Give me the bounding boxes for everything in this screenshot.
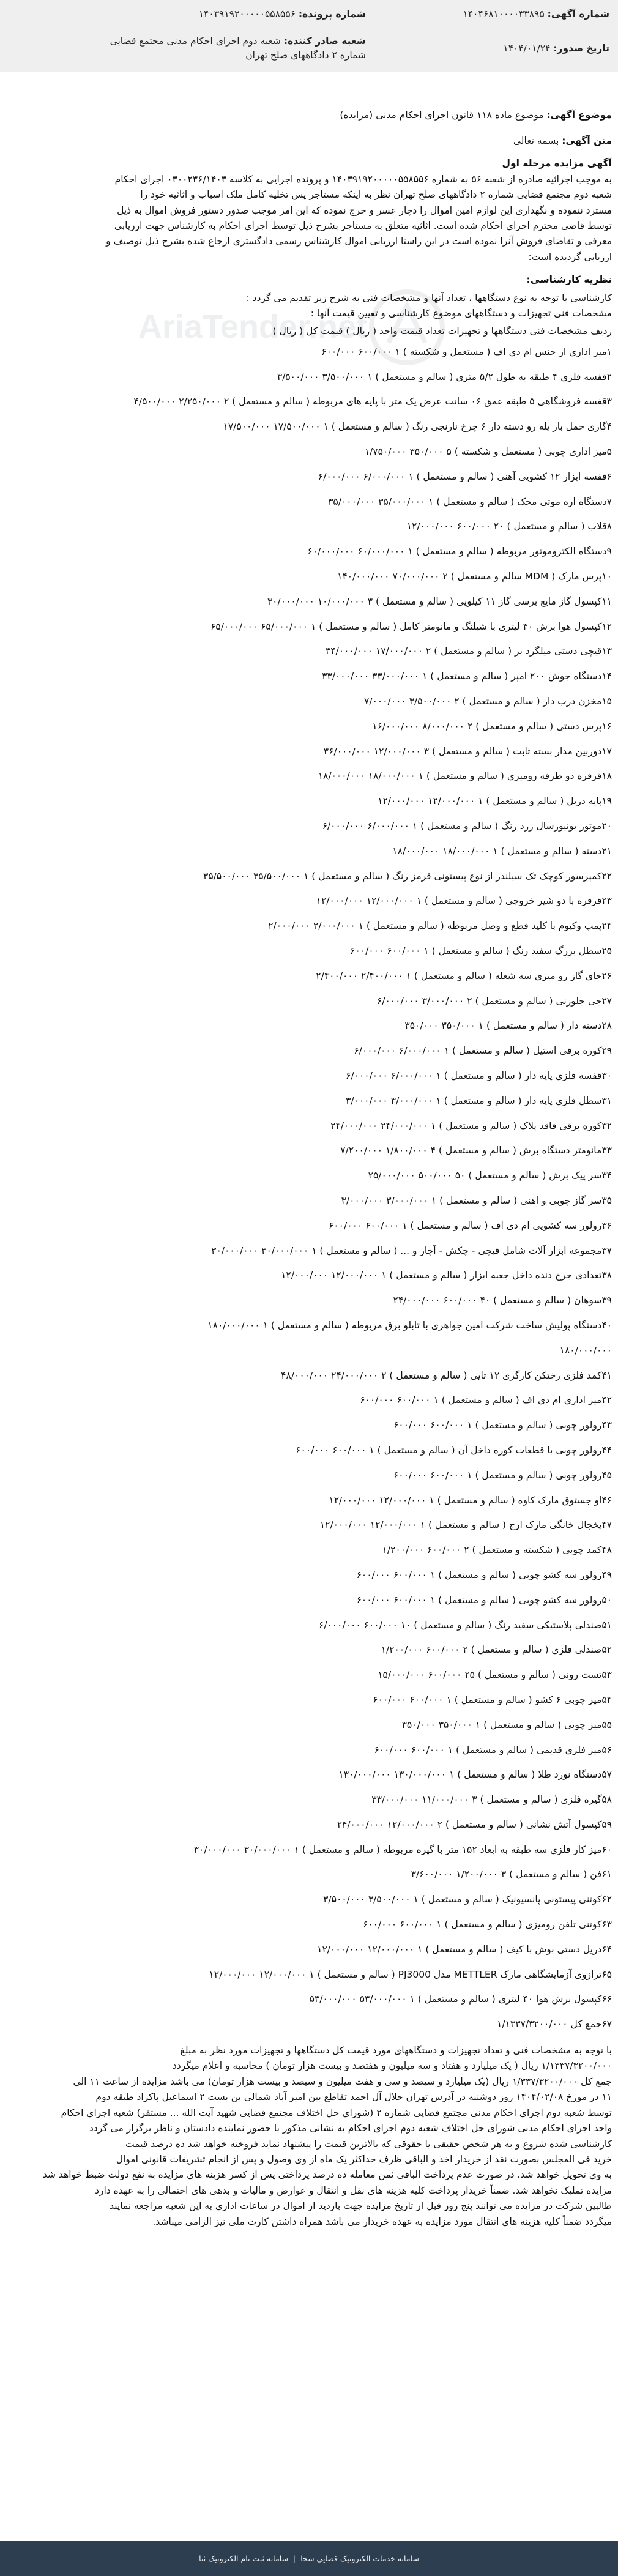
footer-separator: | xyxy=(292,2553,296,2563)
equipment-item: ۶۲کوتنی پیستونی پانسیونیک ( سالم و مستعمل ) ۱ ۳/۵۰۰/۰۰۰ ۳/۵۰۰/۰۰۰ xyxy=(323,1894,612,1905)
closing-line: توسط شعبه دوم اجرای احکام مدنی مجتمع قضایی شماره ۲ (شورای حل اختلاف مجتمع قضایی شهید آیت الله ... مستقر) شعبه اجرای احکام xyxy=(61,2107,612,2118)
equipment-item: ۲۴پمپ وکیوم با کلید قطع و وصل مربوطه ( سالم و مستعمل ) ۱ ۲/۰۰۰/۰۰۰ ۲/۰۰۰/۰۰۰ xyxy=(268,920,612,932)
equipment-item: ۱۴دستگاه جوش ۲۰۰ امپر ( سالم و مستعمل ) ۱ ۳۳/۰۰۰/۰۰۰ ۳۳/۰۰۰/۰۰۰ xyxy=(322,671,612,682)
equipment-item: ۲۳قرقره با دو شیر خروجی ( سالم و مستعمل ) ۱ ۱۲/۰۰۰/۰۰۰ ۱۲/۰۰۰/۰۰۰ xyxy=(316,895,612,907)
ad-subject-label: موضوع آگهی: xyxy=(546,110,612,121)
equipment-item: ۱۷دوربین مدار بسته ثابت ( سالم و مستعمل ) ۳ ۱۲/۰۰۰/۰۰۰ ۳۶/۰۰۰/۰۰۰ xyxy=(323,745,612,757)
equipment-item: ۱۱کپسول گاز مایع برسی گاز ۱۱ کیلویی ( سالم و مستعمل ) ۳ ۱۰/۰۰۰/۰۰۰ ۳۰/۰۰۰/۰۰۰ xyxy=(267,595,612,607)
equipment-item: ۲۹کوره برقی استیل ( سالم و مستعمل ) ۱ ۶/۰۰۰/۰۰۰ ۶/۰۰۰/۰۰۰ xyxy=(354,1045,612,1057)
equipment-item: ۵۰رولور سه کشو چوبی ( سالم و مستعمل ) ۱ ۶۰۰/۰۰۰ ۶۰۰/۰۰۰ xyxy=(356,1594,612,1606)
file-number-label: شماره پرونده: xyxy=(298,9,366,20)
ad-number-label: شماره آگهی: xyxy=(547,9,609,20)
salutation xyxy=(6,133,612,149)
equipment-item: ۵۹کپسول آتش نشانی ( سالم و مستعمل ) ۲ ۱۲/۰۰۰/۰۰۰ ۲۴/۰۰۰/۰۰۰ xyxy=(337,1818,612,1830)
intro-line: شعبه دوم مجتمع قضایی شماره ۲ دادگاههای صلح تهران نظر به اینکه مستاجر پس تخلیه کامل ملک اسباب و اثاثیه خود را xyxy=(140,189,612,201)
equipment-item: ۵۱صندلی پلاستیکی سفید رنگ ( سالم و مستعمل ) ۱۰ ۶۰۰/۰۰۰ ۶/۰۰۰/۰۰۰ xyxy=(318,1619,612,1631)
closing-line: میگردد ضمناً کلیه هزینه های انتقال مورد مزایده به عهده خریدار می باشد همراه داشتن کارت ملی نیز الزامی میباشد. xyxy=(152,2216,612,2227)
equipment-item: ۱۹پایه دریل ( سالم و مستعمل ) ۱ ۱۲/۰۰۰/۰۰۰ ۱۲/۰۰۰/۰۰۰ xyxy=(378,795,612,807)
issue-date xyxy=(503,42,609,55)
intro-line: به موجب اجرائیه صادره از شعبه ۵۶ به شماره ۱۴۰۳۹۱۹۲۰۰۰۰۰۵۵۸۵۵۶ و پرونده اجرایی به کلاسه ۰۳۰۰۲۳۶/۱۴۰۳ اجرای احکام xyxy=(114,173,612,185)
equipment-item: ۶۶کپسول برش هوا ۴۰ لیتری ( سالم و مستعمل ) ۱ ۵۳/۰۰۰/۰۰۰ ۵۳/۰۰۰/۰۰۰ xyxy=(309,1993,612,2005)
equipment-item: ۱میز اداری از جنس ام دی اف ( مستعمل و شکسته ) ۱ ۶۰۰/۰۰۰ ۶۰۰/۰۰۰ xyxy=(321,346,612,357)
site-footer xyxy=(0,2541,618,2576)
issuing-branch-value: شعبه دوم اجرای احکام مدنی مجتمع قضایی شماره ۲ دادگاههای صلح تهران xyxy=(110,35,366,61)
equipment-item: ۲۱دسته ( سالم و مستعمل ) ۱ ۱۸/۰۰۰/۰۰۰ ۱۸/۰۰۰/۰۰۰ xyxy=(392,845,612,857)
expert-line: کارشناسی با توجه به نوع دستگاهها ، تعداد آنها و مشخصات فنی به شرح زیر تقدیم می گردد : xyxy=(246,292,612,303)
equipment-item: ۵۵میز چوبی ( سالم و مستعمل ) ۱ ۳۵۰/۰۰۰ ۳۵۰/۰۰۰ xyxy=(401,1719,612,1730)
equipment-item: ۵۲صندلی فلزی ( سالم و مستعمل ) ۲ ۶۰۰/۰۰۰ ۱/۲۰۰/۰۰۰ xyxy=(381,1644,612,1656)
equipment-item: ۲قفسه فلزی ۴ طبقه به طول ۵/۲ متری ( سالم و مستعمل ) ۱ ۳/۵۰۰/۰۰۰ ۳/۵۰۰/۰۰۰ xyxy=(277,371,612,382)
equipment-item: ۵۴میز چوبی ۶ کشو ( سالم و مستعمل ) ۱ ۶۰۰/۰۰۰ ۶۰۰/۰۰۰ xyxy=(373,1694,612,1705)
ad-subject-value: موضوع ماده ۱۱۸ قانون اجرای احکام مدنی (مزایده) xyxy=(340,110,544,121)
equipment-item: ۳۵سر گاز چوبی و اهنی ( سالم و مستعمل ) ۱ ۳/۰۰۰/۰۰۰ ۳/۰۰۰/۰۰۰ xyxy=(341,1194,612,1206)
equipment-item: ۱۸۰/۰۰۰/۰۰۰ xyxy=(559,1344,612,1356)
intro-line: ارزیابی گردیده است: xyxy=(528,251,612,262)
equipment-item: ۱۵مخزن درب دار ( سالم و مستعمل ) ۲ ۳/۵۰۰/۰۰۰ ۷/۰۰۰/۰۰۰ xyxy=(364,696,612,707)
file-number-value: ۱۴۰۳۹۱۹۲۰۰۰۰۰۵۵۸۵۵۶ xyxy=(198,9,296,20)
equipment-item: ۹دستگاه الکتروموتور مربوطه ( سالم و مستعمل ) ۱ ۶۰/۰۰۰/۰۰۰ ۶۰/۰۰۰/۰۰۰ xyxy=(307,546,612,557)
equipment-item: ۵۸گیره فلزی ( سالم و مستعمل ) ۳ ۱۱/۰۰۰/۰۰۰ ۳۳/۰۰۰/۰۰۰ xyxy=(371,1794,612,1806)
equipment-item: ۱۲کپسول هوا برش ۴۰ لیتری با شیلنگ و مانومتر کامل ( سالم و مستعمل ) ۱ ۶۵/۰۰۰/۰۰۰ ۶۵/۰۰۰/۰۰۰ xyxy=(210,620,612,632)
closing-paragraph xyxy=(6,2043,612,2230)
equipment-item: ۶۴دریل دستی بوش با کیف ( سالم و مستعمل ) ۱ ۱۲/۰۰۰/۰۰۰ ۱۲/۰۰۰/۰۰۰ xyxy=(317,1943,612,1955)
equipment-item: ۱۶پرس دستی ( سالم و مستعمل ) ۲ ۸/۰۰۰/۰۰۰ ۱۶/۰۰۰/۰۰۰ xyxy=(372,720,612,732)
equipment-item: ۳۰قفسه فلزی پایه دار ( سالم و مستعمل ) ۱ ۶/۰۰۰/۰۰۰ ۶/۰۰۰/۰۰۰ xyxy=(346,1070,612,1081)
equipment-item: ۲۸دسته دار ( سالم و مستعمل ) ۱ ۳۵۰/۰۰۰ ۳۵۰/۰۰۰ xyxy=(404,1020,612,1032)
salutation-value: بسمه تعالی xyxy=(513,135,559,146)
equipment-item: ۲۶جای گاز رو میزی سه شعله ( سالم و مستعمل ) ۱ ۲/۴۰۰/۰۰۰ ۲/۴۰۰/۰۰۰ xyxy=(316,970,612,981)
intro-line: مسترد ننموده و نگهداری این لوازم امین اموال را دچار عسر و حرج نموده که این امر موجب صدور دستور فروش اموال به ذیل xyxy=(117,204,612,216)
ad-number xyxy=(463,7,609,21)
equipment-item: ۶۷جمع کل ۱/۱۳۳۷/۳۲۰۰/۰۰۰ xyxy=(497,2019,612,2030)
equipment-item: ۲۲کمپرسور کوچک تک سیلندر از نوع پیستونی قرمز رنگ ( سالم و مستعمل ) ۱ ۳۵/۵۰۰/۰۰۰ ۳۵/۵۰۰/۰۰۰ xyxy=(203,870,612,882)
equipment-item: ۳۴سر پیک برش ( سالم و مستعمل ) ۵۰ ۵۰۰/۰۰۰ ۲۵/۰۰۰/۰۰۰ xyxy=(368,1170,612,1182)
equipment-item: ۴۰دستگاه پولیش ساخت شرکت امین جواهری با تابلو برق مربوطه ( سالم و مستعمل ) ۱ ۱۸۰/۰۰۰/۰۰۰ xyxy=(207,1319,612,1331)
items-list xyxy=(6,340,612,2037)
equipment-item: ۳۸تعدادی جرخ دنده داخل جعبه ابزار ( سالم و مستعمل ) ۱ ۱۲/۰۰۰/۰۰۰ ۱۲/۰۰۰/۰۰۰ xyxy=(281,1270,612,1281)
equipment-item: ۴۲میز اداری ام دی اف ( سالم و مستعمل ) ۱ ۶۰۰/۰۰۰ ۶۰۰/۰۰۰ xyxy=(360,1394,612,1406)
items-columns: ردیف مشخصات فنی دستگاهها و تجهیزات تعداد قیمت واحد ( ریال ) قیمت کل ( ریال ) xyxy=(272,326,612,337)
salutation-label: متن آگهی: xyxy=(562,135,612,146)
equipment-item: ۱۰پرس مارک ( MDM سالم و مستعمل ) ۲ ۷۰/۰۰۰/۰۰۰ ۱۴۰/۰۰۰/۰۰۰ xyxy=(337,571,612,583)
equipment-item: ۶۵ترازوی آزمایشگاهی مارک METTLER مدل PJ3000 ( سالم و مستعمل ) ۱ ۱۲/۰۰۰/۰۰۰ ۱۲/۰۰۰/۰۰۰ xyxy=(209,1968,612,1980)
equipment-item: ۲۰موتور یونیورسال زرد رنگ ( سالم و مستعمل ) ۱ ۶/۰۰۰/۰۰۰ ۶/۰۰۰/۰۰۰ xyxy=(322,821,612,832)
closing-line: واحد اجرای احکام مدنی شورای حل اختلاف شعبه دوم اجرای احکام به نشانی مذکور با حضور نماینده دادستان و ناظر برگزار می گردد xyxy=(89,2123,612,2134)
ad-number-value: ۱۴۰۴۶۸۱۰۰۰۰۳۳۸۹۵ xyxy=(463,9,545,20)
closing-line: ۱۱ در مورخ ۱۴۰۴/۰۲/۰۸ روز دوشنبه در آدرس تهران جلال آل احمد تقاطع بین امیر آباد شمالی بن بست ۲ اسماعیل پاکزاد طبقه دوم xyxy=(95,2091,612,2103)
equipment-item: ۱۳قیچی دستی میلگرد بر ( سالم و مستعمل ) ۲ ۱۷/۰۰۰/۰۰۰ ۳۴/۰۰۰/۰۰۰ xyxy=(325,646,612,657)
equipment-item: ۳۱سطل فلزی پایه دار ( سالم و مستعمل ) ۱ ۳/۰۰۰/۰۰۰ ۳/۰۰۰/۰۰۰ xyxy=(345,1095,612,1106)
equipment-item: ۲۷جی جلوزنی ( سالم و مستعمل ) ۲ ۳/۰۰۰/۰۰۰ ۶/۰۰۰/۰۰۰ xyxy=(376,995,612,1007)
equipment-item: ۳۶رولور سه کشویی ام دی اف ( سالم و مستعمل ) ۱ ۶۰۰/۰۰۰ ۶۰۰/۰۰۰ xyxy=(329,1219,612,1231)
equipment-item: ۴۵رولور چوبی ( سالم و مستعمل ) ۱ ۶۰۰/۰۰۰ ۶۰۰/۰۰۰ xyxy=(393,1469,612,1481)
equipment-item: ۳۲کوره برقی فاقد پلاک ( سالم و مستعمل ) ۱ ۲۴/۰۰۰/۰۰۰ ۲۴/۰۰۰/۰۰۰ xyxy=(330,1120,612,1131)
closing-line: با توجه به مشخصات فنی و تعداد تجهیزات و دستگاههای مورد قیمت کل دستگاهها و تجهیزات مورد نظر به مبلغ xyxy=(180,2045,612,2057)
equipment-item: ۶۳کوتنی تلفن رومیزی ( سالم و مستعمل ) ۱ ۶۰۰/۰۰۰ ۶۰۰/۰۰۰ xyxy=(363,1919,612,1930)
equipment-item: ۴۹رولور سه کشو چوبی ( سالم و مستعمل ) ۱ ۶۰۰/۰۰۰ ۶۰۰/۰۰۰ xyxy=(356,1569,612,1580)
intro-line: توسط قاضی محترم اجرای احکام شده است. اثاثیه متعلق به مستاجر بشرح ذیل توسط اجرای احکام به کارشناس جهت ارزیابی xyxy=(114,220,612,232)
equipment-item: ۴۷یخچال خانگی مارک ارج ( سالم و مستعمل ) ۱ ۱۲/۰۰۰/۰۰۰ ۱۲/۰۰۰/۰۰۰ xyxy=(319,1519,612,1531)
equipment-item: ۳۳مانومتر دستگاه برش ( سالم و مستعمل ) ۴ ۱/۸۰۰/۰۰۰ ۷/۲۰۰/۰۰۰ xyxy=(340,1145,612,1156)
equipment-item: ۵۳تست رونی ( سالم و مستعمل ) ۲۵ ۶۰۰/۰۰۰ ۱۵/۰۰۰/۰۰۰ xyxy=(378,1669,612,1681)
closing-line: جمع کل ۱/۳۳۷/۳۲۰۰/۰۰۰ ریال (یک میلیارد و سیصد و سی و هفت میلیون و سیصد و بیست هزار تومان) می باشد مزایده از ساعت ۱۱ الی xyxy=(73,2075,612,2087)
closing-line: خرید فی المجلس بصورت نقد از خریدار اخذ و الباقی ظرف حداکثر یک ماه از وی وصول و پس از انجام تشریفات قانونی اموال xyxy=(116,2153,612,2165)
equipment-item: ۵۷دستگاه نورد طلا ( سالم و مستعمل ) ۱ ۱۳۰/۰۰۰/۰۰۰ ۱۳۰/۰۰۰/۰۰۰ xyxy=(338,1769,612,1781)
intro-paragraph xyxy=(6,172,612,265)
expert-paragraph xyxy=(6,291,612,322)
equipment-item: ۲۵سطل بزرگ سفید رنگ ( سالم و مستعمل ) ۱ ۶۰۰/۰۰۰ ۶۰۰/۰۰۰ xyxy=(350,945,612,956)
ad-title: آگهی مزایده مرحله اول xyxy=(502,158,612,169)
equipment-item: ۶قفسه ابزار ۱۲ کشویی آهنی ( سالم و مستعمل ) ۱ ۶/۰۰۰/۰۰۰ ۶/۰۰۰/۰۰۰ xyxy=(318,471,612,482)
equipment-item: ۳۹سوهان ( سالم و مستعمل ) ۴۰ ۶۰۰/۰۰۰ ۲۴/۰۰۰/۰۰۰ xyxy=(393,1295,612,1306)
equipment-item: ۶۱فن ( سالم و مستعمل ) ۳ ۱/۲۰۰/۰۰۰ ۳/۶۰۰/۰۰۰ xyxy=(411,1869,612,1880)
expert-heading: نظریه کارشناسی: xyxy=(526,274,612,286)
issuing-branch-label: شعبه صادر کننده: xyxy=(283,35,366,47)
intro-line: معرفی و تقاضای فروش آنرا نموده است در این راستا ارزیابی اموال کارشناس رسمی دادگستری ارجاع شده بشرح ذیل توصیف و xyxy=(106,236,612,247)
equipment-item: ۸قلاب ( سالم و مستعمل ) ۲۰ ۶۰۰/۰۰۰ ۱۲/۰۰۰/۰۰۰ xyxy=(406,521,612,532)
ad-header xyxy=(0,0,618,72)
equipment-item: ۵میز اداری چوبی ( مستعمل و شکسته ) ۵ ۳۵۰/۰۰۰ ۱/۷۵۰/۰۰۰ xyxy=(364,446,612,458)
equipment-item: ۱۸قرقره دو طرفه رومیزی ( سالم و مستعمل ) ۱ ۱۸/۰۰۰/۰۰۰ ۱۸/۰۰۰/۰۰۰ xyxy=(318,770,612,782)
closing-line: به وی تحویل خواهد شد. در صورت عدم پرداخت الباقی ثمن معامله ده درصد پرداختی پس از کسر هزینه های مزایده به نفع دولت ضبط خواهد شد xyxy=(42,2169,612,2181)
issue-date-value: ۱۴۰۴/۰۱/۲۴ xyxy=(503,43,551,54)
closing-line: ۱/۱۳۳۷/۳۲۰۰/۰۰۰ ریال ( یک میلیارد و هفتاد و سه میلیون و هفتصد و بیست هزار تومان ) محاسبه و اعلام میگردد xyxy=(172,2060,612,2072)
issue-date-label: تاریخ صدور: xyxy=(553,43,609,54)
ad-body xyxy=(6,133,612,2230)
closing-line: مزایده تملیک نخواهد شد. ضمناً خریدار پرداخت کلیه هزینه های نقل و انتقال و عوارض و مالیات و بدهی های احتمالی را به عهده دارد xyxy=(95,2184,612,2196)
equipment-item: ۳۷مجموعه ابزار آلات شامل قیچی - چکش - آچار و ... ( سالم و مستعمل ) ۱ ۳۰/۰۰۰/۰۰۰ ۳۰/۰۰۰/۰۰۰ xyxy=(211,1245,612,1256)
ad-subject xyxy=(340,108,612,122)
equipment-item: ۶۰میز کار فلزی سه طبقه به ابعاد ۱۵۲ متر با گیره مربوطه ( سالم و مستعمل ) ۱ ۳۰/۰۰۰/۰۰۰ ۳۰/۰۰۰/۰۰۰ xyxy=(193,1844,612,1855)
equipment-item: ۴۱کمد فلزی رختکن کارگری ۱۲ تایی ( سالم و مستعمل ) ۲ ۲۴/۰۰۰/۰۰۰ ۴۸/۰۰۰/۰۰۰ xyxy=(281,1369,612,1381)
file-number xyxy=(199,7,366,21)
equipment-item: ۴۸کمد چوبی ( شکسته و مستعمل ) ۲ ۶۰۰/۰۰۰ ۱/۲۰۰/۰۰۰ xyxy=(382,1544,612,1556)
footer-sana-link[interactable]: سامانه ثبت نام الکترونیک ثنا xyxy=(199,2553,288,2563)
equipment-item: ۴۴رولور چوبی با قطعات کوره داخل آن ( سالم و مستعمل ) ۱ ۶۰۰/۰۰۰ ۶۰۰/۰۰۰ xyxy=(296,1444,612,1456)
expert-line: مشخصات فنی تجهیزات و دستگاههای موضوع کارشناسی و تعیین قیمت آنها : xyxy=(310,308,612,319)
equipment-item: ۴۳رولور چوبی ( سالم و مستعمل ) ۱ ۶۰۰/۰۰۰ ۶۰۰/۰۰۰ xyxy=(393,1420,612,1431)
watermark-brand-text: AriaTender.net xyxy=(138,308,367,345)
equipment-item: ۵۶میز فلزی قدیمی ( سالم و مستعمل ) ۱ ۶۰۰/۰۰۰ ۶۰۰/۰۰۰ xyxy=(374,1744,612,1755)
equipment-item: ۷دستگاه اره موتی محک ( سالم و مستعمل ) ۱ ۳۵/۰۰۰/۰۰۰ ۳۵/۰۰۰/۰۰۰ xyxy=(328,496,612,507)
equipment-item: ۴گاری حمل بار یله رو دسته دار ۶ چرخ نارنجی رنگ ( سالم و مستعمل ) ۱ ۱۷/۵۰۰/۰۰۰ ۱۷/۵۰۰/۰۰۰ xyxy=(223,421,612,433)
closing-line: کارشناسی شده شروع و به هر شخص حقیقی یا حقوقی که بالاترین قیمت را پیشنهاد نماید فروخته خواهد شد ده درصد قیمت xyxy=(125,2138,612,2150)
equipment-item: ۴۶او جستوق مارک کاوه ( سالم و مستعمل ) ۱ ۱۲/۰۰۰/۰۰۰ ۱۲/۰۰۰/۰۰۰ xyxy=(329,1494,612,1506)
footer-sakha-link[interactable]: سامانه خدمات الکترونیک قضایی سخا xyxy=(300,2553,419,2563)
issuing-branch xyxy=(97,34,366,62)
equipment-item: ۳قفسه فروشگاهی ۵ طبقه عمق ۰۶ سانت عرض یک متر با پایه های مربوطه ( سالم و مستعمل ) ۲ ۲/۲۵۰/۰۰۰ ۴/۵۰۰/۰۰۰ xyxy=(133,396,612,408)
closing-line: طالبین شرکت در مزایده می توانند پنج روز قبل از تاریخ مزایده جهت بازدید از اموال در ساعات اداری به این شعبه مراجعه نمایند xyxy=(110,2200,612,2212)
